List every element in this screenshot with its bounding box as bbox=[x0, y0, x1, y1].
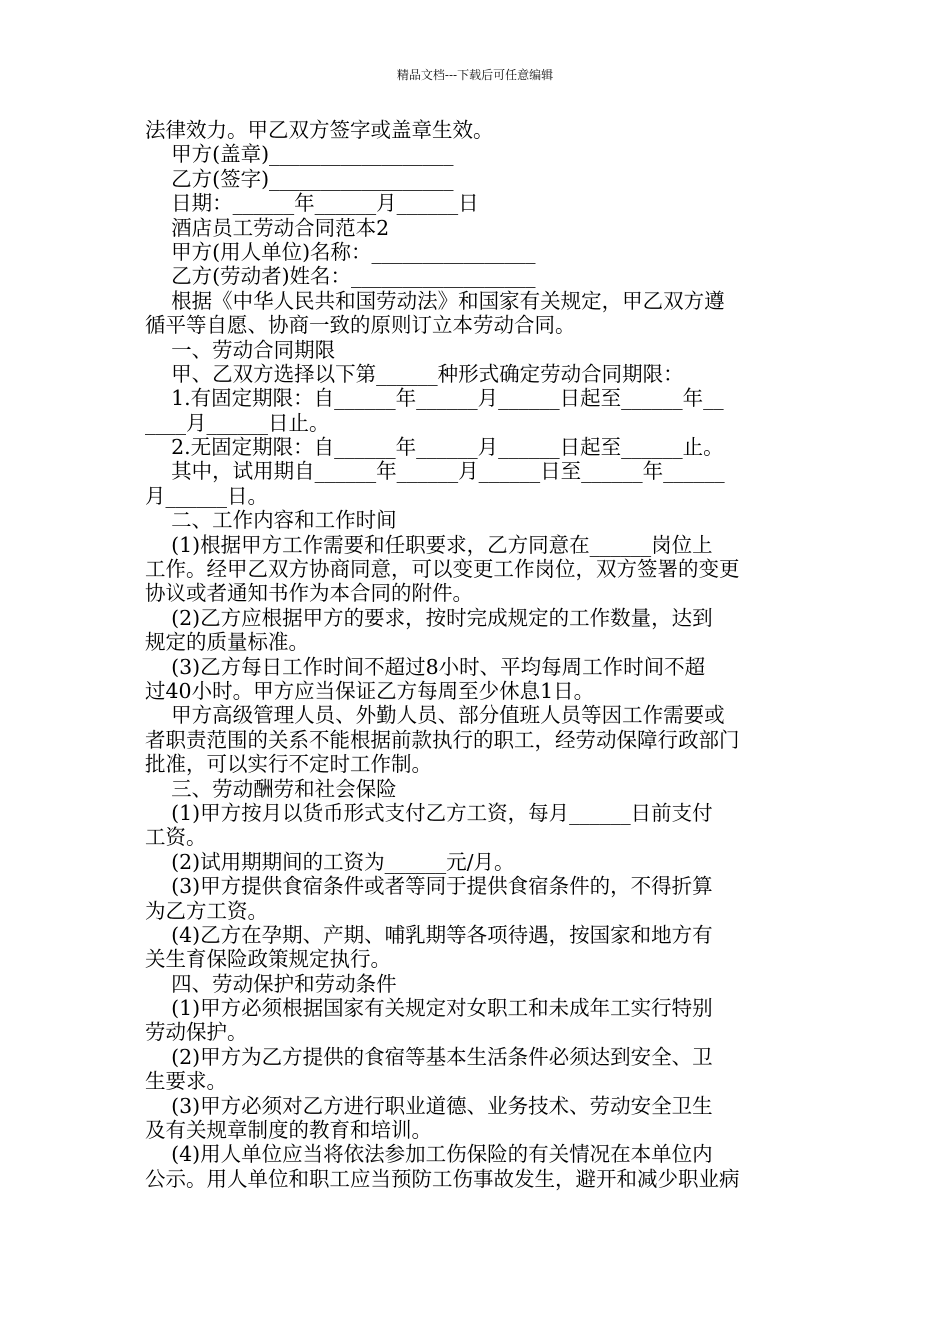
document-title: 酒店员工劳动合同范本2 bbox=[145, 215, 390, 240]
text-line: (2)甲方为乙方提供的食宿等基本生活条件必须达到安全、卫 bbox=[145, 1044, 713, 1069]
text-line: 规定的质量标准。 bbox=[145, 630, 309, 655]
text-line: 月______日。 bbox=[145, 483, 268, 508]
section-heading: 四、劳动保护和劳动条件 bbox=[145, 971, 397, 996]
text-line: ____月______日止。 bbox=[145, 410, 330, 435]
text-line: (2)乙方应根据甲方的要求，按时完成规定的工作数量，达到 bbox=[145, 605, 713, 630]
text-line: 关生育保险政策规定执行。 bbox=[145, 947, 391, 972]
page-header: 精品文档---下载后可任意编辑 bbox=[396, 68, 554, 82]
section-heading: 一、劳动合同期限 bbox=[145, 337, 336, 362]
text-line: (3)甲方提供食宿条件或者等同于提供食宿条件的，不得折算 bbox=[145, 874, 713, 899]
employee-name-line: 乙方(劳动者)姓名：__________________ bbox=[145, 264, 536, 289]
text-line: 协议或者通知书作为本合同的附件。 bbox=[145, 581, 473, 606]
text-line: 公示。用人单位和职工应当预防工伤事故发生，避开和减少职业病 bbox=[145, 1166, 740, 1191]
text-line: 者职责范围的关系不能根据前款执行的职工，经劳动保障行政部门 bbox=[145, 727, 740, 752]
text-line: (1)甲方按月以货币形式支付乙方工资，每月______日前支付 bbox=[145, 800, 713, 825]
employer-name-line: 甲方(用人单位)名称：________________ bbox=[145, 239, 536, 264]
date-line: 日期：______年______月______日 bbox=[145, 191, 479, 216]
section-heading: 三、劳动酬劳和社会保险 bbox=[145, 776, 397, 801]
signature-line-party-a: 甲方(盖章)__________________ bbox=[145, 142, 454, 167]
text-line: (3)乙方每日工作时间不超过8小时、平均每周工作时间不超 bbox=[145, 654, 706, 679]
text-line: (4)乙方在孕期、产期、哺乳期等各项待遇，按国家和地方有 bbox=[145, 922, 713, 947]
text-line: 其中，试用期自______年______月______日至______年______ bbox=[145, 459, 725, 484]
signature-line-party-b: 乙方(签字)__________________ bbox=[145, 166, 454, 191]
text-line: 过40小时。甲方应当保证乙方每周至少休息1日。 bbox=[145, 678, 595, 703]
text-line: 2.无固定期限：自______年______月______日起至______止。 bbox=[145, 435, 724, 460]
text-line: 批准，可以实行不定时工作制。 bbox=[145, 752, 432, 777]
text-line: (1)甲方必须根据国家有关规定对女职工和未成年工实行特别 bbox=[145, 996, 713, 1021]
document-body bbox=[145, 118, 815, 1191]
text-line: (2)试用期期间的工资为______元/月。 bbox=[145, 849, 515, 874]
text-line: 劳动保护。 bbox=[145, 1020, 248, 1045]
text-line: 工资。 bbox=[145, 825, 207, 850]
text-line: 1.有固定期限：自______年______月______日起至______年__ bbox=[145, 386, 724, 411]
section-heading: 二、工作内容和工作时间 bbox=[145, 508, 397, 533]
text-line: 为乙方工资。 bbox=[145, 898, 268, 923]
text-line: 法律效力。甲乙双方签字或盖章生效。 bbox=[145, 118, 494, 142]
text-line: (4)用人单位应当将依法参加工伤保险的有关情况在本单位内 bbox=[145, 1142, 713, 1167]
text-line: 工作。经甲乙双方协商同意，可以变更工作岗位，双方签署的变更 bbox=[145, 557, 740, 582]
text-line: 甲方高级管理人员、外勤人员、部分值班人员等因工作需要或 bbox=[145, 703, 725, 728]
text-line: 生要求。 bbox=[145, 1069, 227, 1094]
text-line: (1)根据甲方工作需要和任职要求，乙方同意在______岗位上 bbox=[145, 532, 713, 557]
text-line: 及有关规章制度的教育和培训。 bbox=[145, 1118, 432, 1143]
text-line: 根据《中华人民共和国劳动法》和国家有关规定，甲乙双方遵 bbox=[145, 288, 725, 313]
text-line: 甲、乙双方选择以下第______种形式确定劳动合同期限： bbox=[145, 361, 684, 386]
text-line: 循平等自愿、协商一致的原则订立本劳动合同。 bbox=[145, 313, 576, 338]
text-line: (3)甲方必须对乙方进行职业道德、业务技术、劳动安全卫生 bbox=[145, 1093, 713, 1118]
